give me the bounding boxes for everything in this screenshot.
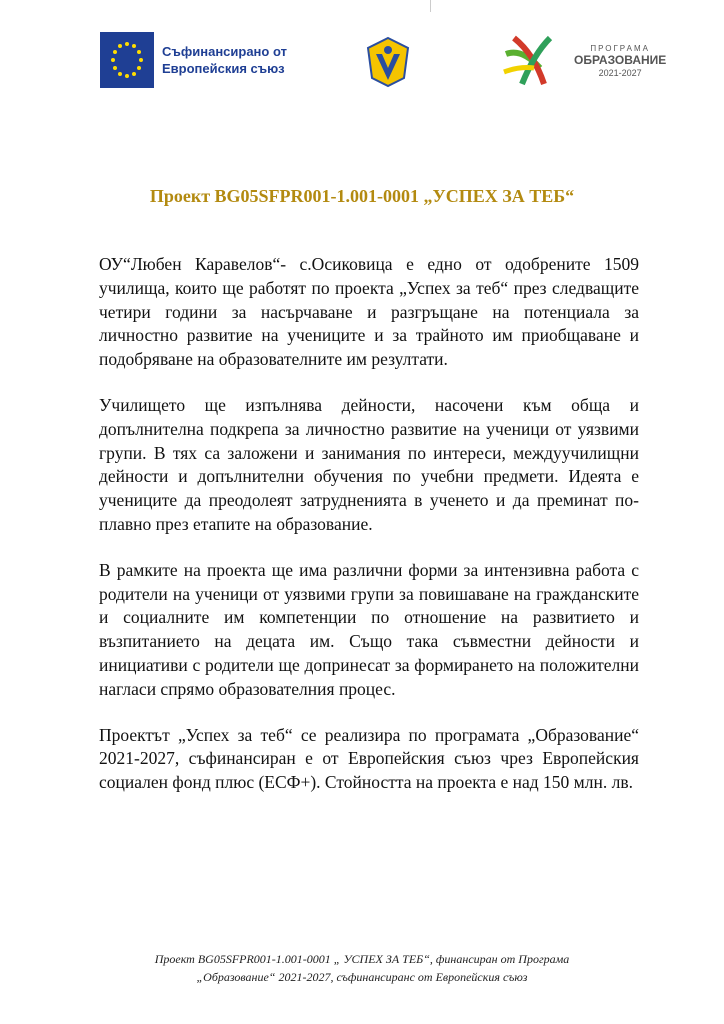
eu-text-line1: Съфинансирано от — [162, 44, 287, 59]
eu-text — [162, 43, 287, 77]
program-small-label: ПРОГРАМА — [590, 44, 650, 53]
paragraph-4: Проектът „Успех за теб“ се реализира по програмата „Образование“ 2021-2027, съфинансиран е от Европейския съюз чрез Европейския социален фонд плюс (ЕСФ+). Стойността на проекта е над 150 млн. лв. — [99, 724, 639, 793]
eu-cofunded-logo — [100, 32, 287, 88]
footer-line1: Проект BG05SFPR001-1.001-0001 „ УСПЕХ ЗА ТЕБ“, финансиран от Програма — [154, 952, 570, 966]
program-x-mark-icon — [500, 32, 564, 90]
eu-text-line2: Европейския съюз — [162, 61, 285, 76]
program-text — [574, 44, 666, 78]
document-title: Проект BG05SFPR001-1.001-0001 „УСПЕХ ЗА ТЕБ“ — [149, 186, 575, 206]
document-body — [99, 253, 639, 817]
logo-bar — [0, 28, 724, 98]
page-footer — [0, 950, 724, 986]
program-years: 2021-2027 — [598, 68, 642, 78]
program-name: ОБРАЗОВАНИЕ — [574, 53, 667, 67]
eu-flag-icon — [100, 32, 154, 88]
paragraph-3: В рамките на проекта ще има различни форми за интензивна работа с родители на ученици от уязвими групи за повишаване на гражданските и социалните им компетенции по отношение на развитието и възпитанието на децата им. Също така съвместни дейности и инициативи с родители ще допринесат за формирането на положителни нагласи спрямо образователния процес. — [99, 559, 639, 699]
ministry-emblem-icon — [364, 36, 412, 88]
footer-line2: „Образование“ 2021-2027, съфинансиранс от Европейския съюз — [196, 970, 528, 984]
paragraph-1: ОУ“Любен Каравелов“- с.Осиковица е едно от одобрените 1509 училища, които ще работят по проекта „Успех за теб“ през следващите четири години за насърчаване и разгръщане на потенциала за личностно развитие на учениците и за трайното им приобщаване и подобряване на образователните им резултати. — [99, 254, 639, 370]
program-education-logo — [500, 32, 666, 90]
paragraph-2: Училището ще изпълнява дейности, насочени към обща и допълнителна подкрепа за личностно развитие на ученици от уязвими групи. В тях са заложени и занимания по интереси, междуучилищни дейности и допълнителни обучения по учебни предмети. Идеята е учениците да преодолеят затрудненията в ученето и да преминат по-плавно през етапите на образование. — [99, 394, 639, 534]
scan-mark — [430, 0, 431, 12]
